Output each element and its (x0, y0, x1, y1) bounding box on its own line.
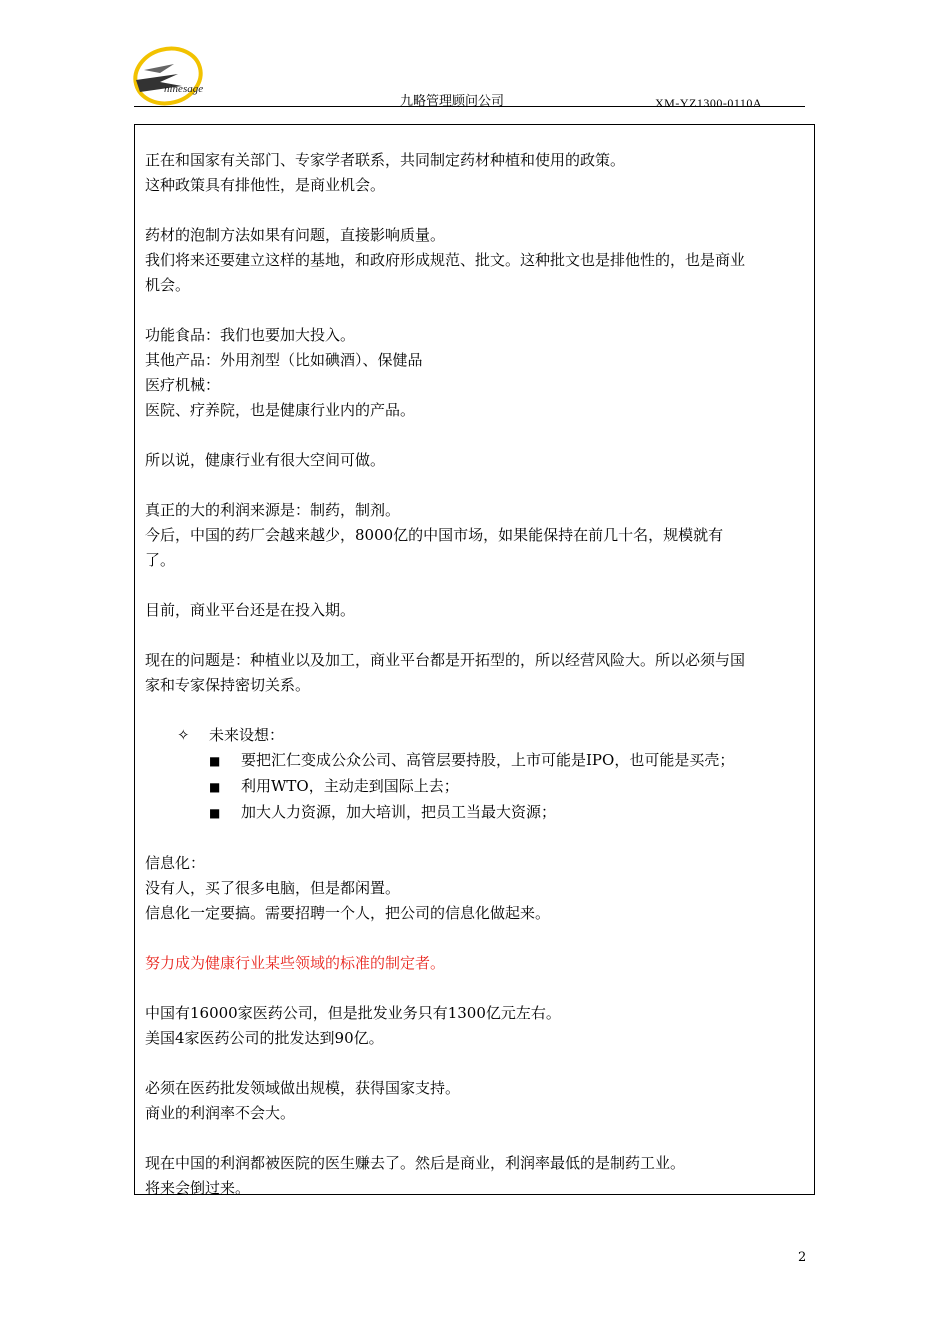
text-line: 美国4家医药公司的批发达到90亿。 (145, 1029, 384, 1047)
text-line: 现在中国的利润都被医院的医生赚去了。然后是商业，利润率最低的是制药工业。 (145, 1154, 686, 1172)
header-divider (134, 106, 805, 107)
square-bullet-icon: ■ (209, 780, 221, 794)
text-line: 中国有16000家医药公司，但是批发业务只有1300亿元左右。 (145, 1004, 561, 1022)
text-line: 医院、疗养院，也是健康行业内的产品。 (145, 401, 416, 419)
text-line: 将来会倒过来。 (145, 1179, 251, 1197)
text-line: 现在的问题是：种植业以及加工，商业平台都是开拓型的，所以经营风险大。所以必须与国 (145, 651, 746, 669)
paragraph (145, 148, 810, 198)
text-line: 了。 (145, 551, 176, 569)
square-bullet-icon: ■ (209, 754, 221, 768)
text-line: 商业的利润率不会大。 (145, 1104, 296, 1122)
text-line: 正在和国家有关部门、专家学者联系，共同制定药材种植和使用的政策。 (145, 151, 626, 169)
future-plans (145, 723, 810, 826)
paragraph (145, 223, 810, 298)
document-number: XM-YZ1300-0110A (655, 96, 763, 110)
paragraph (145, 648, 810, 698)
text-line: 信息化一定要搞。需要招聘一个人，把公司的信息化做起来。 (145, 904, 551, 922)
future-title: 未来设想： (209, 726, 285, 744)
text-line: 没有人，买了很多电脑，但是都闲置。 (145, 879, 401, 897)
company-name: 九略管理顾问公司 (400, 94, 505, 109)
text-line: 功能食品：我们也要加大投入。 (145, 326, 356, 344)
paragraph (145, 1076, 810, 1126)
list-item (145, 774, 810, 800)
text-line: 信息化： (145, 854, 206, 872)
paragraph (145, 1001, 810, 1051)
square-bullet-icon: ■ (209, 806, 221, 820)
ninesage-logo (130, 40, 230, 110)
list-item-text: 利用WTO，主动走到国际上去； (241, 777, 459, 795)
text-line: 机会。 (145, 276, 191, 294)
page-number: 2 (798, 1250, 807, 1265)
logo-text: ninesage (164, 83, 204, 95)
list-item-text: 要把汇仁变成公众公司、高管层要持股，上市可能是IPO，也可能是买壳； (241, 751, 735, 769)
diamond-bullet-icon: ✧ (177, 726, 190, 744)
text-line: 目前，商业平台还是在投入期。 (145, 601, 356, 619)
list-item-text: 加大人力资源，加大培训，把员工当最大资源； (241, 803, 557, 821)
paragraph (145, 598, 810, 623)
document-body (145, 148, 810, 1226)
text-line: 今后，中国的药厂会越来越少，8000亿的中国市场，如果能保持在前几十名，规模就有 (145, 526, 724, 544)
list-item (145, 800, 810, 826)
paragraph (145, 851, 810, 926)
list-item (145, 748, 810, 774)
text-line: 所以说，健康行业有很大空间可做。 (145, 451, 386, 469)
paragraph (145, 1151, 810, 1201)
paragraph (145, 448, 810, 473)
text-line: 真正的大的利润来源是：制药，制剂。 (145, 501, 401, 519)
text-line: 其他产品：外用剂型（比如碘酒）、保健品 (145, 351, 423, 369)
text-line: 必须在医药批发领域做出规模，获得国家支持。 (145, 1079, 461, 1097)
paragraph (145, 323, 810, 423)
text-line: 医疗机械： (145, 376, 221, 394)
text-line: 家和专家保持密切关系。 (145, 676, 311, 694)
paragraph (145, 498, 810, 573)
highlight-statement: 努力成为健康行业某些领域的标准的制定者。 (145, 954, 446, 972)
text-line: 这种政策具有排他性，是商业机会。 (145, 176, 386, 194)
text-line: 我们将来还要建立这样的基地，和政府形成规范、批文。这种批文也是排他性的，也是商业 (145, 251, 746, 269)
text-line: 药材的泡制方法如果有问题，直接影响质量。 (145, 226, 446, 244)
